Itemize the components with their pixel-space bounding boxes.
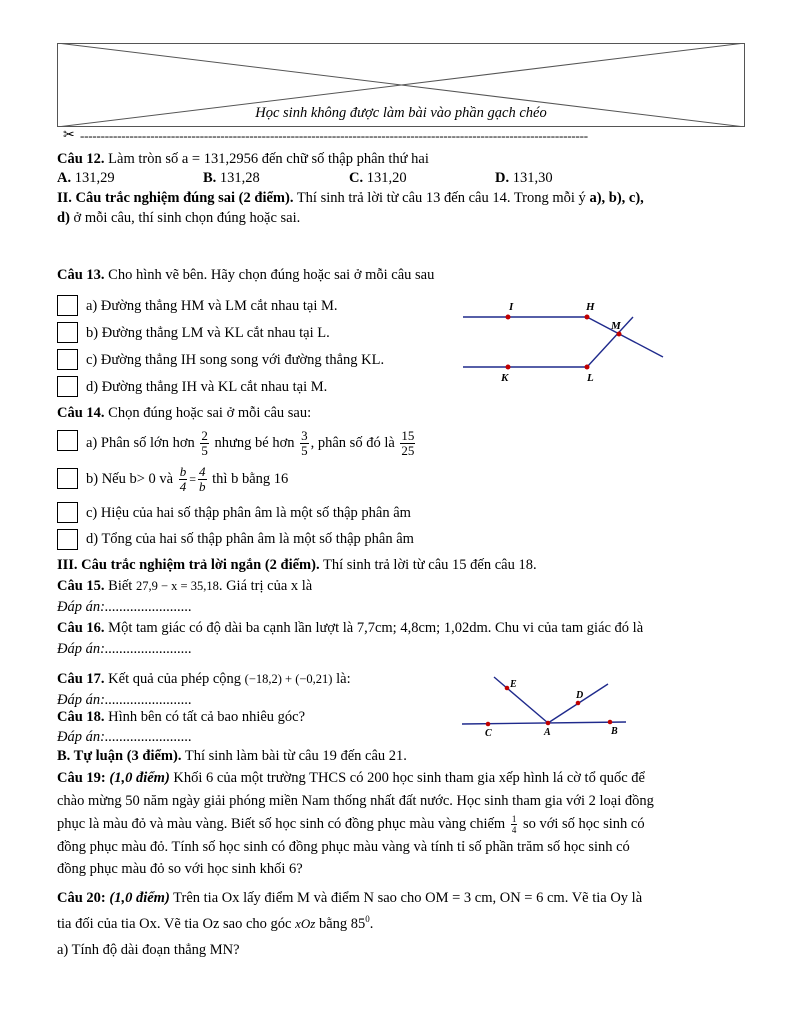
- point-b: [608, 720, 613, 725]
- q18-figure: [460, 672, 635, 740]
- point-k: [506, 365, 511, 370]
- q16-answer[interactable]: Đáp án:........................: [57, 641, 192, 657]
- q13-figure: [455, 296, 670, 388]
- q13-line: Câu 13. Cho hình vẽ bên. Hãy chọn đúng hoặc sai ở mỗi câu sau: [57, 267, 435, 283]
- q14-label: Câu 14.: [57, 405, 105, 421]
- label-a: A: [544, 727, 551, 738]
- q13-d-checkbox[interactable]: [57, 376, 78, 397]
- q14-b-checkbox[interactable]: [57, 468, 78, 489]
- section3-line: III. Câu trắc nghiệm trả lời ngắn (2 điểm). Thí sinh trả lời từ câu 15 đến câu 18.: [57, 557, 537, 573]
- section2-heading: II. Câu trắc nghiệm đúng sai (2 điểm).: [57, 190, 294, 206]
- q20-line1: Câu 20: (1,0 điểm) Trên tia Ox lấy điểm M và điểm N sao cho OM = 3 cm, ON = 6 cm. Vẽ tia Oy là: [57, 890, 643, 906]
- q19-line3: phục là màu đỏ và màu vàng. Biết số học sinh có đồng phục màu vàng chiếm $\frac{1}{4}$ so với số học sinh có: [57, 814, 645, 836]
- cut-line: ---------------------------------------------------------------------------------------------------------------------------: [80, 128, 588, 143]
- q15-answer[interactable]: Đáp án:........................: [57, 599, 192, 615]
- q16-line: Câu 16. Một tam giác có độ dài ba cạnh lần lượt là 7,7cm; 4,8cm; 1,02dm. Chu vi của tam giác đó là: [57, 620, 644, 636]
- ray-ae: [494, 677, 548, 723]
- label-l: L: [587, 372, 594, 384]
- q14-c-checkbox[interactable]: [57, 502, 78, 523]
- q20-line2: tia đối của tia Ox. Vẽ tia Oz sao cho góc xOz bằng $85^0$.: [57, 914, 374, 932]
- scissors-icon: ✂: [63, 128, 75, 143]
- q13-item-b: b) Đường thẳng LM và KL cắt nhau tại L.: [86, 325, 330, 341]
- sectionB-heading: B. Tự luận (3 điểm).: [57, 748, 182, 764]
- q12-text: Làm tròn số a = 131,2956 đến chữ số thập phân thứ hai: [108, 151, 429, 167]
- point-m: [617, 332, 622, 337]
- q13-label: Câu 13.: [57, 267, 105, 283]
- label-d: D: [576, 690, 584, 701]
- point-a: [546, 721, 551, 726]
- q19-line4: đồng phục màu đỏ. Tính số học sinh có đồng phục màu vàng và tính tỉ số phần trăm số học sinh có: [57, 839, 630, 855]
- q13-item-d: d) Đường thẳng IH và KL cắt nhau tại M.: [86, 379, 328, 395]
- q12-line: [57, 151, 429, 167]
- q14-item-d: d) Tổng của hai số thập phân âm là một số thập phân âm: [86, 531, 414, 547]
- q14-line: Câu 14. Chọn đúng hoặc sai ở mỗi câu sau:: [57, 405, 312, 421]
- q12-label: Câu 12.: [57, 151, 105, 167]
- q13-b-checkbox[interactable]: [57, 322, 78, 343]
- label-i: I: [509, 301, 514, 313]
- q14-d-checkbox[interactable]: [57, 529, 78, 550]
- label-h: H: [586, 301, 595, 313]
- angle-xoz: xOz: [295, 915, 316, 931]
- q17-line: Câu 17. Kết quả của phép cộng (−18,2) + (−0,21) là:: [57, 671, 351, 687]
- q14-item-c: c) Hiệu của hai số thập phân âm là một số thập phân âm: [86, 505, 411, 521]
- no-write-box: [57, 43, 745, 127]
- point-l: [585, 365, 590, 370]
- point-i: [506, 315, 511, 320]
- label-k: K: [501, 372, 509, 384]
- q14-item-a: a) Phân số lớn hơn $\frac{2}{5}$ nhưng bé hơn $\frac{3}{5}$ , phân số đó là $\frac{15}{25}$: [86, 428, 415, 459]
- label-e: E: [510, 679, 517, 690]
- q19-line1: Câu 19: (1,0 điểm) Khối 6 của một trường THCS có 200 học sinh tham gia xếp hình lá cờ tổ quốc để: [57, 770, 645, 786]
- label-m: M: [611, 320, 621, 332]
- q17-answer[interactable]: Đáp án:........................: [57, 692, 192, 708]
- no-write-note: Học sinh không được làm bài vào phần gạch chéo: [255, 105, 547, 121]
- q13-c-checkbox[interactable]: [57, 349, 78, 370]
- label-b: B: [611, 726, 618, 737]
- label-c: C: [485, 728, 492, 739]
- line-lm: [587, 317, 633, 367]
- q12-option-a: A. 131,29: [57, 170, 115, 186]
- q13-a-checkbox[interactable]: [57, 295, 78, 316]
- q14-item-b: b) Nếu b> 0 và $\frac{b}{4}$ = $\frac{4}{b}$ thì b bằng 16: [86, 464, 289, 495]
- q19-line5: đồng phục màu đỏ so với học sinh khối 6?: [57, 861, 303, 877]
- point-h: [585, 315, 590, 320]
- q14-a-checkbox[interactable]: [57, 430, 78, 451]
- q13-item-a: a) Đường thẳng HM và LM cắt nhau tại M.: [86, 298, 338, 314]
- q18-answer[interactable]: Đáp án:........................: [57, 729, 192, 745]
- q19-line2: chào mừng 50 năm ngày giải phóng miền Nam thống nhất đất nước. Học sinh tham gia với 2 loại đồng: [57, 793, 654, 809]
- line-hm: [587, 317, 663, 357]
- q18-line: Câu 18. Hình bên có tất cả bao nhiêu góc?: [57, 709, 306, 725]
- point-e: [505, 686, 510, 691]
- sectionB-line: B. Tự luận (3 điểm). Thí sinh làm bài từ câu 19 đến câu 21.: [57, 748, 407, 764]
- point-d: [576, 701, 581, 706]
- q15-line: Câu 15. Biết 27,9 − x = 35,18. Giá trị của x là: [57, 578, 313, 594]
- q12-option-d: D. 131,30: [495, 170, 553, 186]
- q12-option-b: B. 131,28: [203, 170, 260, 186]
- q20-item-a: a) Tính độ dài đoạn thẳng MN?: [57, 942, 240, 958]
- section2-line2: d) ở mỗi câu, thí sinh chọn đúng hoặc sai.: [57, 210, 301, 226]
- point-c: [486, 722, 491, 727]
- q12-option-c: C. 131,20: [349, 170, 407, 186]
- q13-item-c: c) Đường thẳng IH song song với đường thẳng KL.: [86, 352, 385, 368]
- section3-heading: III. Câu trắc nghiệm trả lời ngắn (2 điểm).: [57, 557, 320, 573]
- section2-line1: II. Câu trắc nghiệm đúng sai (2 điểm). Thí sinh trả lời từ câu 13 đến câu 14. Trong mỗi ý a), b), c),: [57, 190, 644, 206]
